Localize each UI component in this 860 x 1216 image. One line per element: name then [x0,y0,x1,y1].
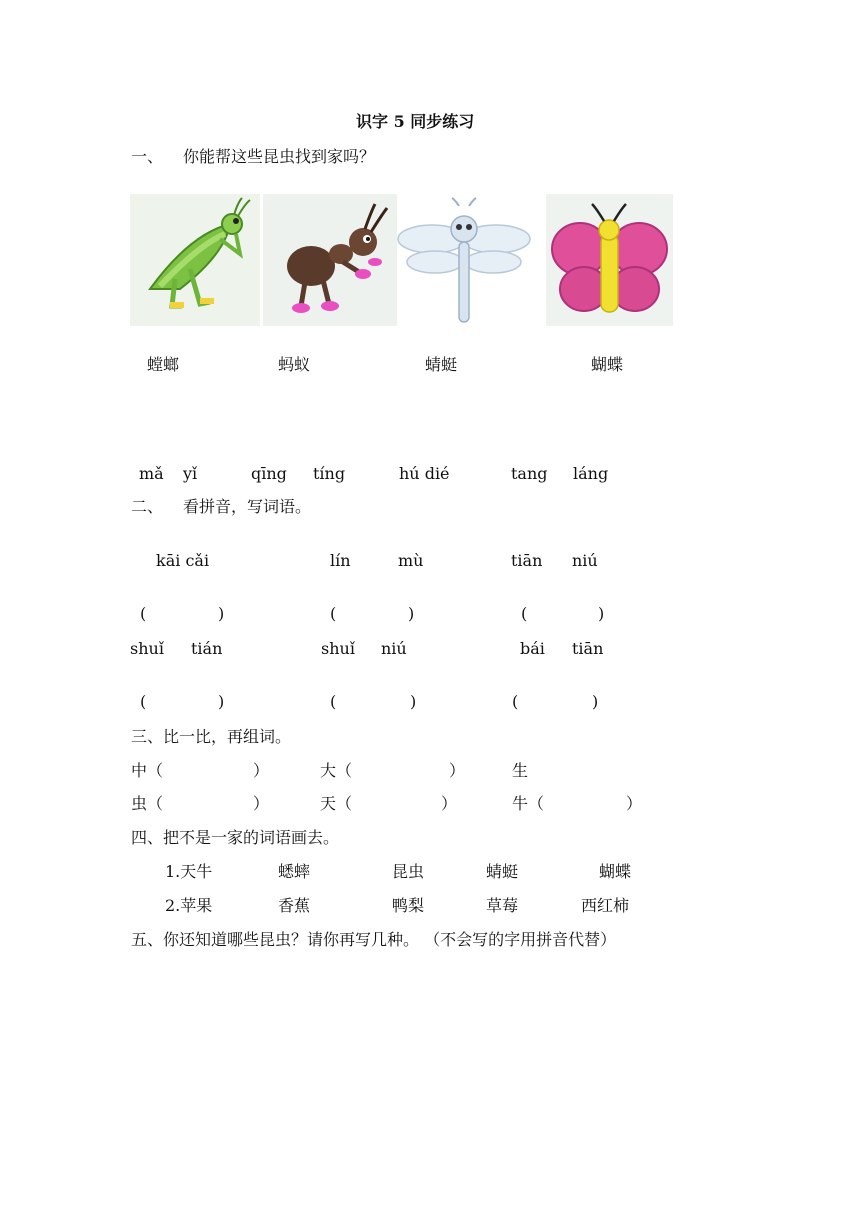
odd-word: 香蕉 [278,896,311,915]
odd-word: 蟋蟀 [278,862,311,881]
pinyin-prompt: tián [191,639,223,658]
compare-word-close: ） [253,794,270,813]
pinyin-item: mǎ [139,464,164,483]
compare-word-close: ） [253,761,270,780]
odd-word: 蝴蝶 [599,862,632,881]
insect-name: 蜻蜓 [425,355,458,374]
pinyin-prompt: tiān [511,551,543,570]
answer-paren-close: ) [218,604,225,623]
compare-word: 大（ [320,761,353,780]
answer-paren-open: ( [330,604,337,623]
answer-paren-open: ( [521,604,528,623]
answer-paren-open: ( [140,692,147,711]
odd-word: 1.天牛 [165,862,213,881]
compare-word-close: ） [626,794,643,813]
odd-word: 草莓 [486,896,519,915]
pinyin-item: qīng [251,464,287,483]
pinyin-prompt: niú [381,639,407,658]
pinyin-item: tíng [313,464,346,483]
section3-heading: 三、比一比，再组词。 [131,727,292,746]
answer-paren-close: ) [408,604,415,623]
page-title: 识字 5 同步练习 [356,112,475,131]
pinyin-prompt: shuǐ [321,639,355,658]
section1-number: 一、 [131,147,164,166]
compare-word: 中（ [131,761,164,780]
odd-word: 鸭梨 [392,896,425,915]
odd-word: 蜻蜓 [486,862,519,881]
compare-word: 天（ [320,794,353,813]
pinyin-prompt: bái [520,639,545,658]
odd-word: 西红柿 [581,896,630,915]
insect-name: 蝴蝶 [591,355,624,374]
section4-heading: 四、把不是一家的词语画去。 [131,828,340,847]
answer-paren-open: ( [512,692,519,711]
compare-word-close: ） [449,761,466,780]
section2-number: 二、 [131,497,164,516]
butterfly-picture [546,194,673,326]
section1-heading: 你能帮这些昆虫找到家吗？ [183,147,376,166]
pinyin-item: hú dié [399,464,450,483]
compare-word: 牛（ [512,794,545,813]
dragonfly-picture [397,194,531,326]
pinyin-prompt: niú [572,551,598,570]
compare-word: 虫（ [131,794,164,813]
pinyin-prompt: mù [398,551,424,570]
answer-paren-open: ( [140,604,147,623]
answer-paren-close: ) [410,692,417,711]
ant-picture [263,194,397,326]
pinyin-prompt: lín [330,551,351,570]
pinyin-item: yǐ [183,464,198,483]
odd-word: 2.苹果 [165,896,213,915]
section5-heading: 五、你还知道哪些昆虫？请你再写几种。 （不会写的字用拼音代替） [131,930,617,949]
compare-word-close: ） [441,794,458,813]
grasshopper-picture [130,194,260,326]
insect-name: 蚂蚁 [278,355,311,374]
answer-paren-close: ) [598,604,605,623]
odd-word: 昆虫 [392,862,425,881]
answer-paren-close: ) [592,692,599,711]
pinyin-prompt: kāi cǎi [156,551,210,570]
pinyin-item: tang [511,464,548,483]
insect-name: 螳螂 [147,355,180,374]
pinyin-prompt: shuǐ [130,639,164,658]
compare-word: 生 [512,761,529,780]
answer-paren-close: ) [218,692,225,711]
pinyin-item: láng [573,464,609,483]
pinyin-prompt: tiān [572,639,604,658]
answer-paren-open: ( [330,692,337,711]
section2-heading: 看拼音，写词语。 [183,497,312,516]
